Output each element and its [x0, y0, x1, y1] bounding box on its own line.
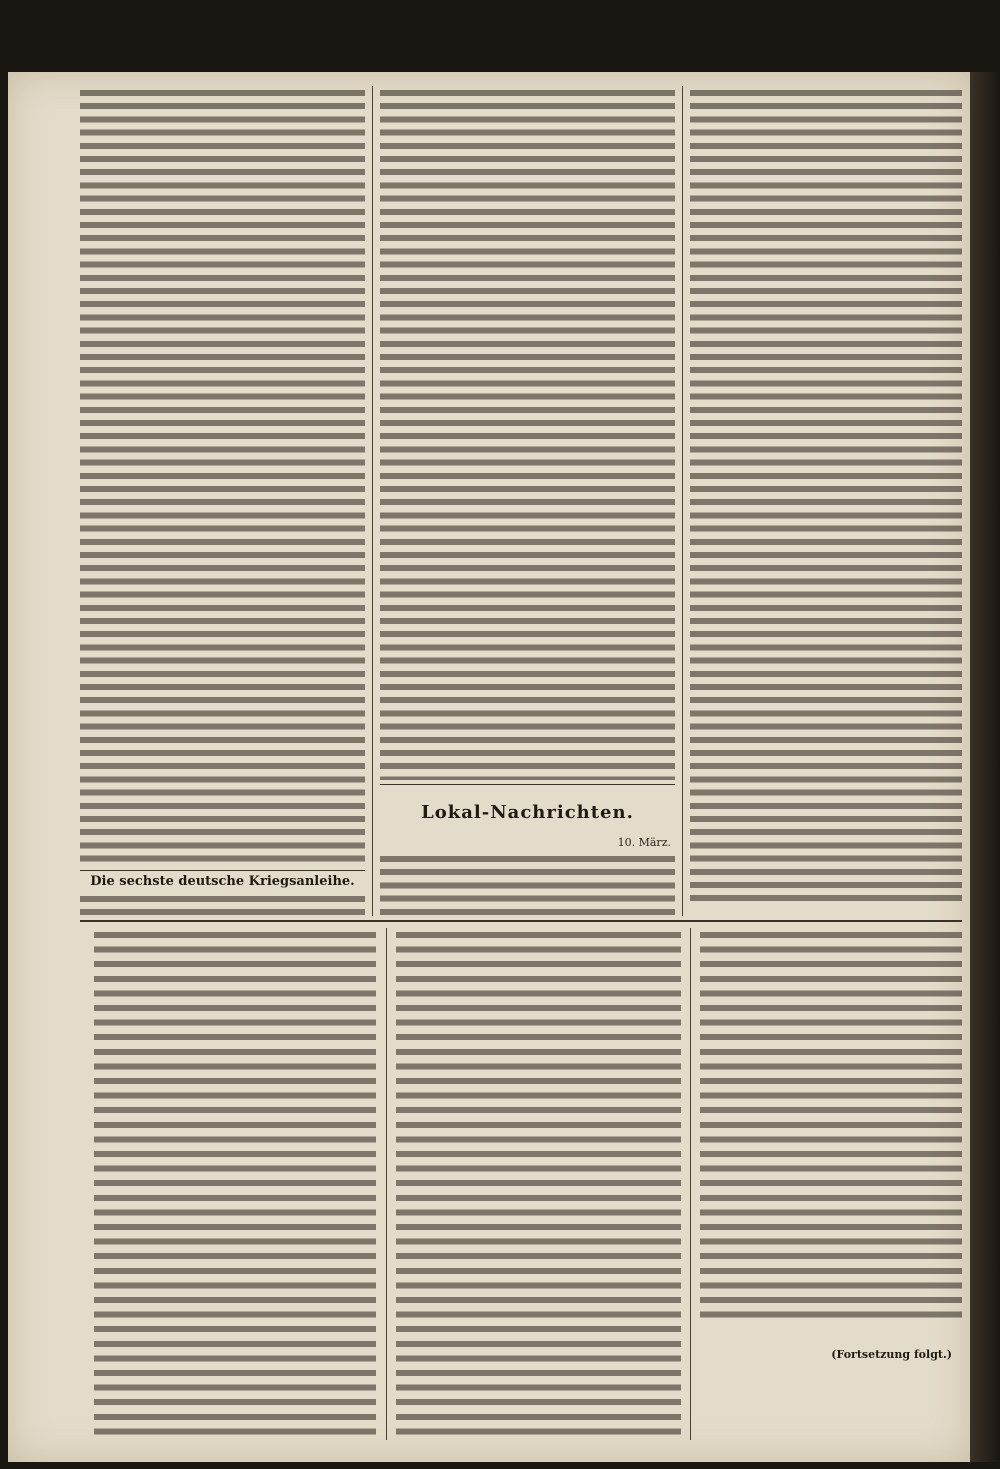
- article-text-lines: [690, 86, 962, 902]
- article-text-lines: [80, 86, 365, 866]
- local-news-heading: Lokal-Nachrichten.: [421, 802, 634, 823]
- article-text-lines: [380, 852, 675, 916]
- feuilleton-column-left: [94, 928, 376, 1448]
- story-text-lines: [396, 928, 681, 1438]
- continuation-note: (Fortsetzung folgt.): [831, 1348, 952, 1361]
- feuilleton-column-middle: [396, 928, 681, 1448]
- feuilleton-divider: [80, 920, 962, 922]
- column-rule: [682, 86, 683, 916]
- page-edge: [970, 72, 1000, 1462]
- column-rule: [372, 86, 373, 916]
- article-text-lines: [380, 86, 675, 780]
- column-middle: [380, 86, 675, 966]
- story-text-lines: [700, 928, 962, 1324]
- column-rule: [386, 928, 387, 1440]
- column-right: [690, 86, 962, 916]
- section-divider: [80, 870, 365, 871]
- section-divider: [380, 784, 675, 785]
- column-rule: [690, 928, 691, 1440]
- newspaper-page: [8, 72, 970, 1462]
- war-loan-heading: Die sechste deutsche Kriegsanleihe.: [90, 874, 355, 889]
- local-news-dateline: 10. März.: [617, 836, 671, 849]
- feuilleton-column-right: [700, 928, 962, 1448]
- column-left: [80, 86, 365, 966]
- article-text-lines: [80, 892, 365, 916]
- story-text-lines: [94, 928, 376, 1438]
